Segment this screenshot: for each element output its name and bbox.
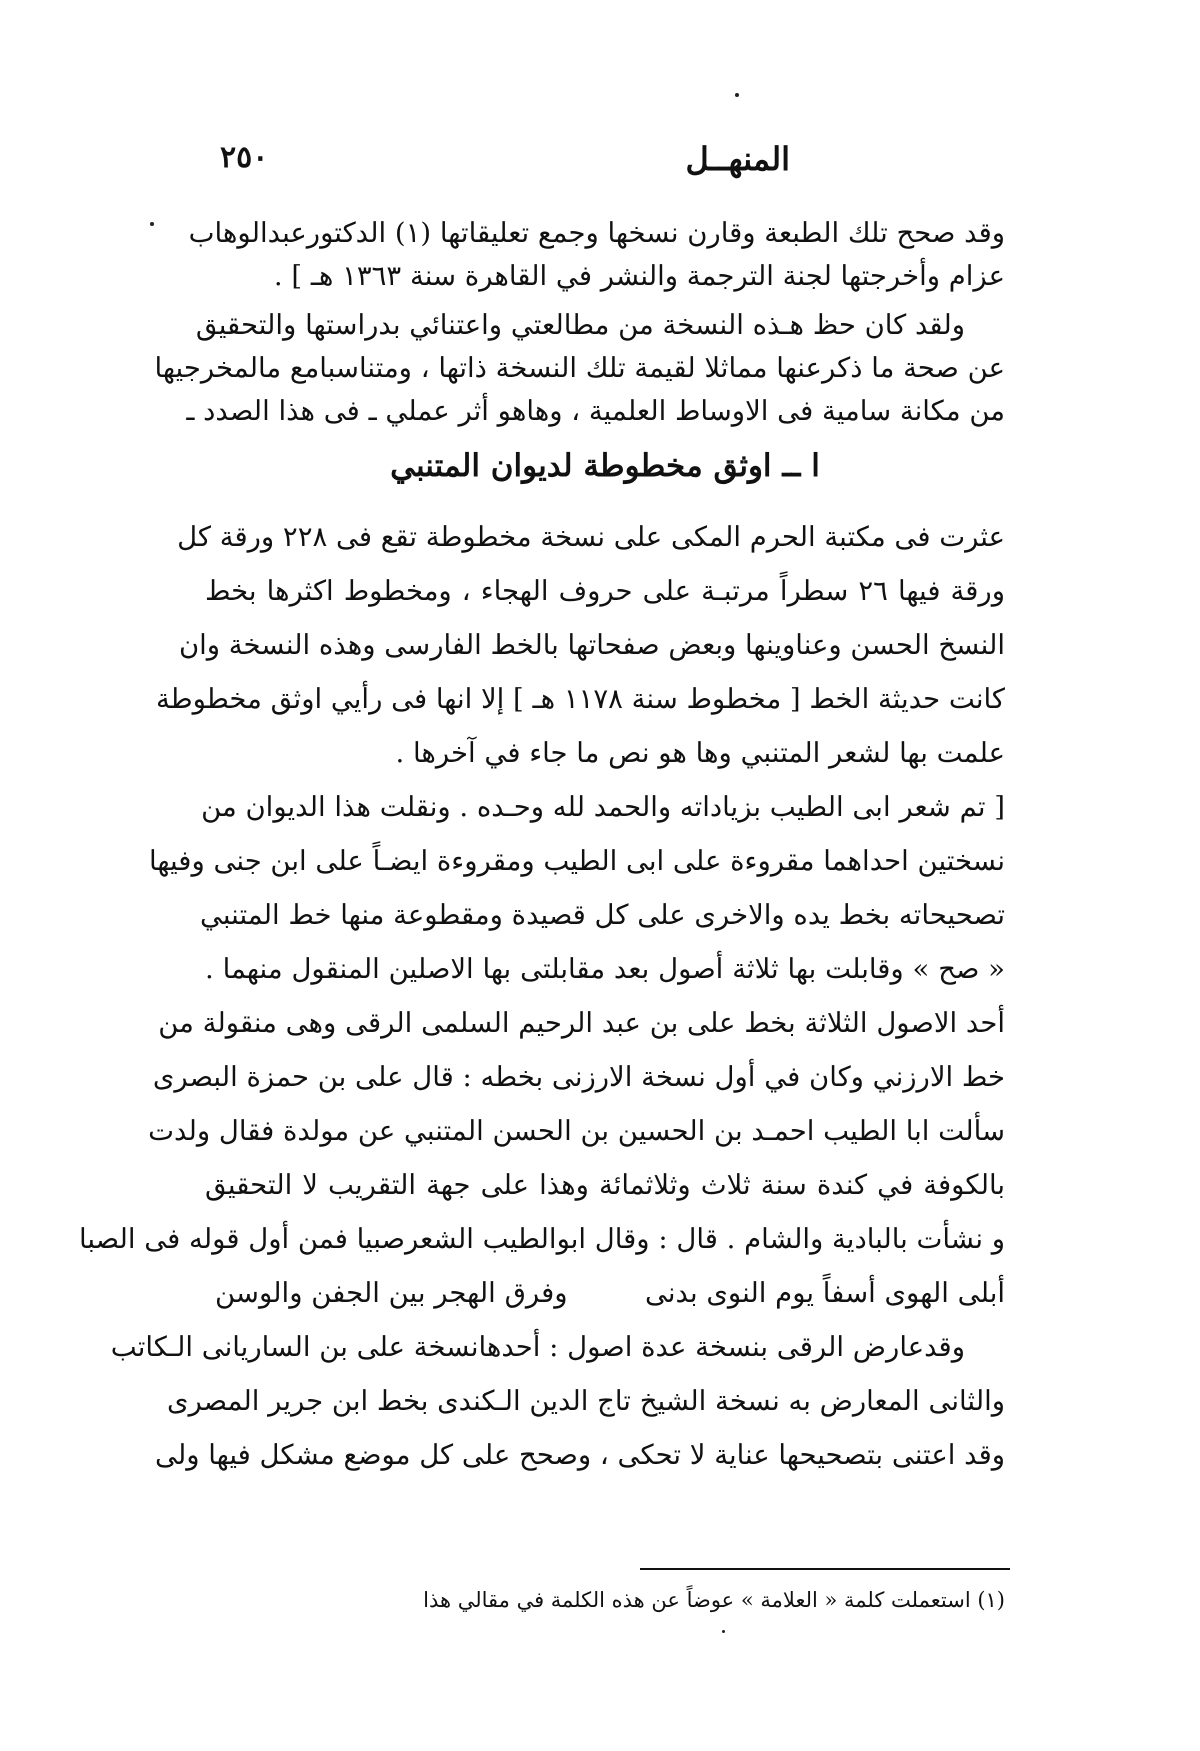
body-text [78,212,1005,1482]
text-line: « صح » وقابلت بها ثلاثة أصول بعد مقابلتى بها الاصلين المنقول منهما . [205,953,1005,985]
quoted-paragraph [78,780,1005,1266]
section-body [78,510,1005,1482]
text-line: وقد اعتنى بتصحيحها عناية لا تحكى ، وصحح على كل موضع مشكل فيها ولى [154,1439,1005,1471]
paragraph [155,510,1005,780]
section-heading: ا ــ اوثق مخطوطة لديوان المتنبي [390,448,820,484]
text-line: [ تم شعر ابى الطيب بزياداته والحمد لله وحـده . ونقلت هذا الديوان من [201,791,1005,823]
text-line: تصحيحاته بخط يده والاخرى على كل قصيدة ومقطوعة منها خط المتنبي [199,899,1005,931]
print-speck [735,93,739,97]
text-line: وقدعارض الرقى بنسخة عدة اصول : أحدهانسخة على بن الساريانى الـكاتب [110,1331,965,1363]
text-line: عزام وأخرجتها لجنة الترجمة والنشر في القاهرة سنة ١٣٦٣ هـ ] . [273,260,1005,292]
text-line: ولقد كان حظ هـذه النسخة من مطالعتي واعتنائي بدراستها والتحقيق [195,309,965,341]
text-line: النسخ الحسن وعناوينها وبعض صفحاتها بالخط الفارسى وهذه النسخة وان [178,629,1005,661]
poetry-verse [205,1266,1005,1320]
page-header [200,140,1000,190]
text-line: نسختين احداهما مقروءة على ابى الطيب ومقروءة ايضـاً على ابن جنى وفيها [148,845,1005,877]
intro-paragraph [188,212,1005,298]
text-line: والثانى المعارض به نسخة الشيخ تاج الدين الـكندى بخط ابن جرير المصرى [166,1385,1005,1417]
text-line: أحد الاصول الثلاثة بخط على بن عبد الرحيم السلمى الرقى وهى منقولة من [158,1007,1005,1039]
text-line: علمت بها لشعر المتنبي وها هو نص ما جاء في آخرها . [395,737,1005,769]
footnote-divider [640,1568,1010,1570]
text-line: كانت حديثة الخط [ مخطوط سنة ١١٧٨ هـ ] إلا انها فى رأيي اوثق مخطوطة [155,683,1005,715]
print-speck [722,1630,725,1633]
text-line: و نشأت بالبادية والشام . قال : وقال ابوالطيب الشعرصبيا فمن أول قوله فى الصبا [78,1223,1005,1255]
text-line: خط الارزني وكان في أول نسخة الارزنى بخطه : قال على بن حمزة البصرى [152,1061,1005,1093]
paragraph [110,1320,1005,1482]
footnote: (١) استعملت كلمة « العلامة » عوضاً عن هذه الكلمة في مقالي هذا [423,1588,1005,1612]
text-line: عن صحة ما ذكرعنها مماثلا لقيمة تلك النسخة ذاتها ، ومتناسبامع مالمخرجيها [154,352,1005,384]
print-speck [150,222,154,226]
paragraph [154,304,1005,433]
text-line: وقد صحح تلك الطبعة وقارن نسخها وجمع تعليقاتها (١) الدكتورعبدالوهاب [188,217,1005,249]
verse-second-hemistich: وفرق الهجر بين الجفن والوسن [215,1277,568,1309]
page-number: ٢٥٠ [220,140,269,175]
journal-title: المنهــل [685,140,790,178]
text-line: عثرت فى مكتبة الحرم المكى على نسخة مخطوطة تقع فى ٢٢٨ ورقة كل [177,521,1005,553]
verse-first-hemistich: أبلى الهوى أسفاً يوم النوى بدنى [644,1277,1005,1309]
text-line: من مكانة سامية فى الاوساط العلمية ، وهاهو أثر عملي ـ فى هذا الصدد ـ [186,395,1005,427]
text-line: بالكوفة في كندة سنة ثلاث وثلاثمائة وهذا على جهة التقريب لا التحقيق [205,1169,1005,1201]
text-line: ورقة فيها ٢٦ سطراً مرتبـة على حروف الهجاء ، ومخطوط اكثرها بخط [205,575,1005,607]
text-line: سألت ابا الطيب احمـد بن الحسين بن الحسن المتنبي عن مولدة فقال ولدت [148,1115,1005,1147]
